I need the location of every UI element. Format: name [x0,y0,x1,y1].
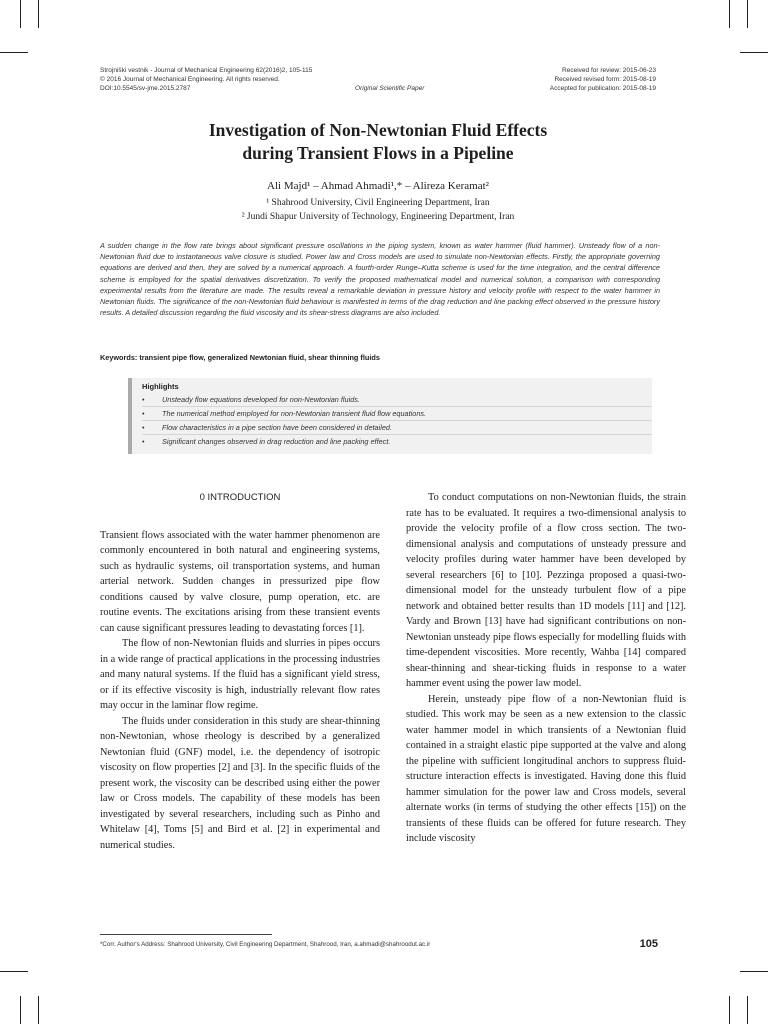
body-paragraph: The fluids under consideration in this study are shear-thinning non-Newtonian, whose rheology is described by a generalized Newtonian fluid (GNF) model, i.e. the dependency of isotropic viscosity on flow properties [2] and [3]. In the specific fluids of the present work, the viscosity can be described using either the power law or Cross models. The capability of these models has been investigated by several researchers, including such as Pinho and Whitelaw [4], Toms [5] and Bird et al. [2] in experimental and numerical studies. [100,715,380,851]
title-line-1: Investigation of Non-Newtonian Fluid Effects [208,120,548,140]
section-heading: 0 INTRODUCTION [199,492,281,503]
affiliation-1: ¹ Shahrood University, Civil Engineering Department, Iran [266,198,490,208]
author-list: Ali Majd¹ – Ahmad Ahmadi¹,* – Alireza Keramat² [267,180,489,192]
crop-mark [0,971,28,972]
doi-line: DOI:10.5545/sv-jme.2015.2787 [100,85,191,92]
crop-mark [38,996,39,1024]
crop-mark [0,52,28,53]
page-number: 105 [639,938,658,950]
highlight-item: • Flow characteristics in a pipe section have been considered in detailed. [142,420,652,434]
paper-title [100,119,656,165]
highlight-item: • Unsteady flow equations developed for non-Newtonian fluids. [142,393,652,406]
journal-line: Strojniški vestnik - Journal of Mechanical Engineering 62(2016)2, 105-115 [100,67,313,74]
crop-mark [729,0,730,28]
body-paragraph: The flow of non-Newtonian fluids and slurries in pipes occurs in a wide range of practical applications in the processing industries and many natural systems. If the fluid has a significant yield stress, or if its effective viscosity is high, industrially relevant flow rates may occur in the laminar flow regime. [100,638,380,711]
affiliation-2: ² Jundi Shapur University of Technology, Engineering Department, Iran [241,212,515,222]
crop-mark [747,996,748,1024]
crop-mark [729,996,730,1024]
accepted-date: Accepted for publication: 2015-08-19 [549,85,656,92]
body-column-right [406,490,686,847]
abstract: A sudden change in the flow rate brings about significant pressure oscillations in the piping system, known as water hammer (fluid hammer). Unsteady flow of a non-Newtonian fluid due to instantaneous valve closure is studied. Power law and Cross models are used to simulate non-Newtonian effects. Firstly, the appropriate governing equations are derived and then, they are solved by a numerical approach. A fourth-order Runge–Kutta scheme is used for the time integration, and the central difference scheme is employed for the spatial derivatives discretization. To verify the proposed mathematical model and numerical solution, a comparison with corresponding experimental results from the literature are made. The results reveal a remarkable deviation in pressure history and velocity profile with respect to the water hammer in Newtonian fluids. The significance of the non-Newtonian fluid behaviour is manifested in terms of the drag reduction and line packing effect observed in the pressure history results. A detailed discussion regarding the fluid viscosity and its shear-stress diagrams are also included. [100,241,660,318]
crop-mark [740,52,768,53]
crop-mark [740,971,768,972]
corresponding-author-footnote: *Corr. Author's Address: Shahrood University, Civil Engineering Department, Shahrood, Iran, a.ahmadi@shahroodut.ac.ir [100,941,431,948]
keywords: Keywords: transient pipe flow, generalized Newtonian fluid, shear thinning fluids [100,353,380,362]
crop-mark [20,996,21,1024]
highlight-item: • Significant changes observed in drag reduction and line packing effect. [142,434,652,448]
body-paragraph: Transient flows associated with the water hammer phenomenon are commonly encountered in both natural and engineering systems, such as hydraulic systems, oil transportation systems, and human arterial network. Sudden changes in pressurized pipe flow conditions caused by valve closure, pump operation, etc. are routine events. The excitations arising from these transient events can cause significant pressures leading to devastating forces [1]. [100,529,380,634]
crop-mark [747,0,748,28]
highlights-box [128,378,652,454]
crop-mark [20,0,21,28]
review-dates [416,66,656,93]
body-paragraph: Herein, unsteady pipe flow of a non-Newtonian fluid is studied. This work may be seen as a new extension to the classic water hammer model in which transients of a Newtonian fluid contained in a straight elastic pipe supported at the valve and along the pipeline with sufficient longitudinal anchors to suppress fluid-structure interaction effects is investigated. Having done this fluid hammer simulation for the power law and Cross models, several alternate works (in terms of studying the other effects [15]) on the transients of these fluids can be offered for future research. They include viscosity [406,693,686,844]
paper-type: Original Scientific Paper [355,85,425,92]
footnote-rule [100,934,272,935]
highlights-title: Highlights [142,382,179,391]
body-column-left [100,490,380,853]
highlight-item: • The numerical method employed for non-Newtonian transient fluid flow equations. [142,406,652,420]
received-date: Received for review: 2015-06-23 [562,67,656,74]
copyright-line: © 2016 Journal of Mechanical Engineering. All rights reserved. [100,76,280,83]
title-line-2: during Transient Flows in a Pipeline [242,143,514,163]
crop-mark [38,0,39,28]
body-paragraph: To conduct computations on non-Newtonian fluids, the strain rate has to be evaluated. It requires a two-dimensional analysis to provide the velocity profile of a flow cross section. The two-dimensional analysis and computations of unsteady pressure and velocity profiles during water hammer have been developed by several researchers [6] to [10]. Pezzinga proposed a quasi-two-dimensional model for the unsteady turbulent flow of a pipe network and obtained better results than 1D models [11] and [12]. Vardy and Brown [13] have had significant contributions on non-Newtonian unsteady pipe flows especially for modelling fluids with time-dependent viscosities. More recently, Wahba [14] compared shear-thinning and shear-ticking fluids in response to a water hammer event using the power law model. [406,492,686,689]
revised-date: Received revised form: 2015-08-19 [554,76,656,83]
